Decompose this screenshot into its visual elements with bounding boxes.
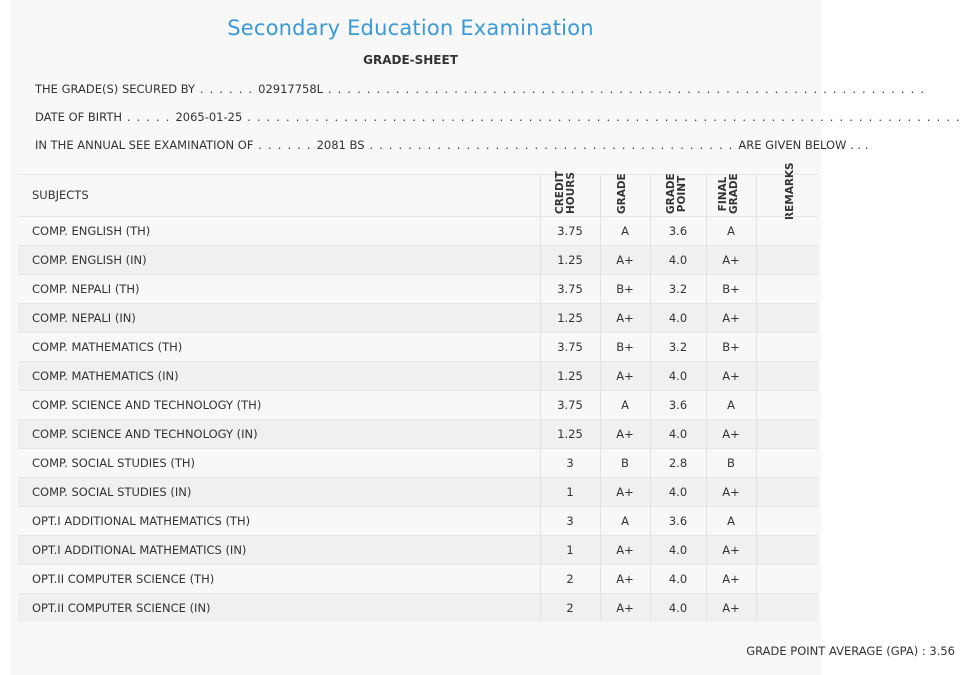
column-divider: [600, 174, 601, 621]
header-grade-point: [666, 174, 688, 214]
gpa-summary: [746, 644, 955, 658]
credit-hours-cell: 3.75: [557, 282, 583, 296]
final-grade-cell: A: [727, 224, 735, 238]
header-credit-hours: [554, 171, 577, 214]
final-grade-cell: A+: [722, 311, 740, 325]
table-row: [18, 449, 818, 477]
row-divider: [18, 216, 818, 217]
grade-point-cell: 4.0: [668, 369, 688, 383]
header-grade-point-line1: GRADE: [665, 173, 677, 214]
subject-cell: COMP. MATHEMATICS (IN): [32, 369, 179, 383]
credit-hours-cell: 3.75: [557, 340, 583, 354]
subject-cell: COMP. NEPALI (TH): [32, 282, 140, 296]
grade-point-cell: 4.0: [668, 253, 688, 267]
grades-by-label: THE GRADE(S) SECURED BY: [35, 82, 196, 96]
subject-cell: OPT.II COMPUTER SCIENCE (TH): [32, 572, 215, 586]
table-row: [18, 565, 818, 593]
credit-hours-cell: 3: [566, 456, 574, 470]
table-row: [18, 275, 818, 303]
row-divider: [18, 448, 818, 449]
credit-hours-cell: 1: [566, 543, 574, 557]
column-divider: [540, 174, 541, 621]
credit-hours-cell: 2: [566, 572, 574, 586]
table-row: [18, 362, 818, 390]
final-grade-cell: A: [727, 514, 735, 528]
row-divider: [18, 245, 818, 246]
page-subtitle: GRADE-SHEET: [363, 53, 458, 67]
grade-point-cell: 3.6: [668, 514, 688, 528]
final-grade-cell: A+: [722, 427, 740, 441]
dots: . . . . . . . . . . . . . . . . . . . . . . . . . . . . . . . . . . . . . .: [364, 138, 739, 152]
final-grade-cell: B+: [722, 282, 740, 296]
info-exam: [35, 138, 868, 152]
column-divider: [756, 174, 757, 621]
header-grade: [617, 174, 628, 214]
subject-cell: COMP. NEPALI (IN): [32, 311, 136, 325]
dots: . . . . . . . . . . . . . . . . . . . . . . . . . . . . . . . . . . . . . . . . . . . . . . . . . . . . . . . . . . . . . . . . . . . . . . . . . .: [242, 110, 961, 124]
grade-point-cell: 4.0: [668, 572, 688, 586]
grade-point-cell: 4.0: [668, 485, 688, 499]
subject-cell: COMP. SCIENCE AND TECHNOLOGY (TH): [32, 398, 262, 412]
table-row: [18, 246, 818, 274]
grade-cell: A+: [616, 253, 634, 267]
gpa-value: 3.56: [929, 644, 955, 658]
table-row: [18, 333, 818, 361]
info-date-of-birth: [35, 110, 961, 124]
credit-hours-cell: 3: [566, 514, 574, 528]
table-row: [18, 507, 818, 535]
grade-point-cell: 3.6: [668, 398, 688, 412]
final-grade-cell: A+: [722, 601, 740, 615]
credit-hours-cell: 1.25: [557, 427, 583, 441]
grade-cell: A+: [616, 369, 634, 383]
row-divider: [18, 390, 818, 391]
row-divider: [18, 477, 818, 478]
exam-year: 2081 BS: [316, 138, 365, 152]
dots: . . . . . .: [195, 82, 259, 96]
credit-hours-cell: 2: [566, 601, 574, 615]
grade-point-cell: 2.8: [668, 456, 688, 470]
grade-point-cell: 4.0: [668, 601, 688, 615]
header-remarks-line: REMARKS: [784, 162, 796, 220]
grade-cell: A+: [616, 543, 634, 557]
credit-hours-cell: 1.25: [557, 253, 583, 267]
table-row: [18, 536, 818, 564]
credit-hours-cell: 3.75: [557, 398, 583, 412]
subject-cell: COMP. SCIENCE AND TECHNOLOGY (IN): [32, 427, 258, 441]
dob-label: DATE OF BIRTH: [35, 110, 123, 124]
final-grade-cell: B: [727, 456, 735, 470]
grade-cell: A: [621, 224, 629, 238]
dots: . . . . . .: [253, 138, 317, 152]
row-divider: [18, 361, 818, 362]
grade-cell: B: [621, 456, 629, 470]
gpa-label: GRADE POINT AVERAGE (GPA) :: [746, 644, 926, 658]
row-divider: [18, 332, 818, 333]
row-divider: [18, 535, 818, 536]
grade-point-cell: 4.0: [668, 427, 688, 441]
grade-cell: A+: [616, 485, 634, 499]
table-row: [18, 478, 818, 506]
header-credit-hours-line1: CREDIT: [554, 171, 566, 214]
header-subjects: SUBJECTS: [32, 188, 89, 202]
grade-cell: B+: [616, 282, 634, 296]
final-grade-cell: A+: [722, 485, 740, 499]
subject-cell: COMP. SOCIAL STUDIES (TH): [32, 456, 196, 470]
grade-cell: A+: [616, 311, 634, 325]
table-row: [18, 594, 818, 622]
final-grade-cell: A+: [722, 253, 740, 267]
row-divider: [18, 593, 818, 594]
subject-cell: OPT.I ADDITIONAL MATHEMATICS (TH): [32, 514, 251, 528]
credit-hours-cell: 3.75: [557, 224, 583, 238]
subject-cell: COMP. ENGLISH (IN): [32, 253, 147, 267]
exam-label: IN THE ANNUAL SEE EXAMINATION OF: [35, 138, 254, 152]
header-remarks: [784, 162, 796, 220]
grade-point-cell: 4.0: [668, 543, 688, 557]
header-grade-point-line2: POINT: [676, 175, 688, 213]
table-row: [18, 304, 818, 332]
symbol-number: 02917758L: [258, 82, 324, 96]
row-divider: [18, 506, 818, 507]
credit-hours-cell: 1: [566, 485, 574, 499]
grade-cell: A+: [616, 601, 634, 615]
final-grade-cell: A+: [722, 369, 740, 383]
grade-point-cell: 4.0: [668, 311, 688, 325]
header-final-grade: [718, 174, 740, 214]
table-row: [18, 217, 818, 245]
table-row: [18, 420, 818, 448]
grade-point-cell: 3.6: [668, 224, 688, 238]
info-grades-by: [35, 82, 925, 96]
subject-cell: COMP. SOCIAL STUDIES (IN): [32, 485, 192, 499]
subject-cell: OPT.I ADDITIONAL MATHEMATICS (IN): [32, 543, 247, 557]
credit-hours-cell: 1.25: [557, 369, 583, 383]
grade-cell: A: [621, 514, 629, 528]
grade-cell: A+: [616, 572, 634, 586]
grade-cell: B+: [616, 340, 634, 354]
subject-cell: COMP. ENGLISH (TH): [32, 224, 151, 238]
subject-cell: OPT.II COMPUTER SCIENCE (IN): [32, 601, 211, 615]
page-title: Secondary Education Examination: [227, 16, 594, 40]
final-grade-cell: A+: [722, 572, 740, 586]
dob-value: 2065-01-25: [175, 110, 243, 124]
row-divider: [18, 564, 818, 565]
dots: . . . . . . . . . . . . . . . . . . . . . . . . . . . . . . . . . . . . . . . . . . . . . . . . . . . . . . . . . . . . . .: [323, 82, 926, 96]
row-divider: [18, 303, 818, 304]
exam-suffix: ARE GIVEN BELOW . . .: [738, 138, 869, 152]
final-grade-cell: B+: [722, 340, 740, 354]
column-divider: [650, 174, 651, 621]
header-grade-line: GRADE: [616, 173, 628, 214]
header-credit-hours-line2: HOURS: [565, 172, 577, 214]
subject-cell: COMP. MATHEMATICS (TH): [32, 340, 183, 354]
final-grade-cell: A: [727, 398, 735, 412]
header-final-grade-line1: FINAL: [717, 176, 729, 212]
grade-cell: A: [621, 398, 629, 412]
row-divider: [18, 419, 818, 420]
grade-cell: A+: [616, 427, 634, 441]
grade-point-cell: 3.2: [668, 340, 688, 354]
grade-point-cell: 3.2: [668, 282, 688, 296]
dots: . . . . .: [122, 110, 176, 124]
header-final-grade-line2: GRADE: [728, 173, 740, 214]
credit-hours-cell: 1.25: [557, 311, 583, 325]
final-grade-cell: A+: [722, 543, 740, 557]
row-divider: [18, 274, 818, 275]
table-row: [18, 391, 818, 419]
column-divider: [706, 174, 707, 621]
table-top-border: [18, 174, 818, 175]
